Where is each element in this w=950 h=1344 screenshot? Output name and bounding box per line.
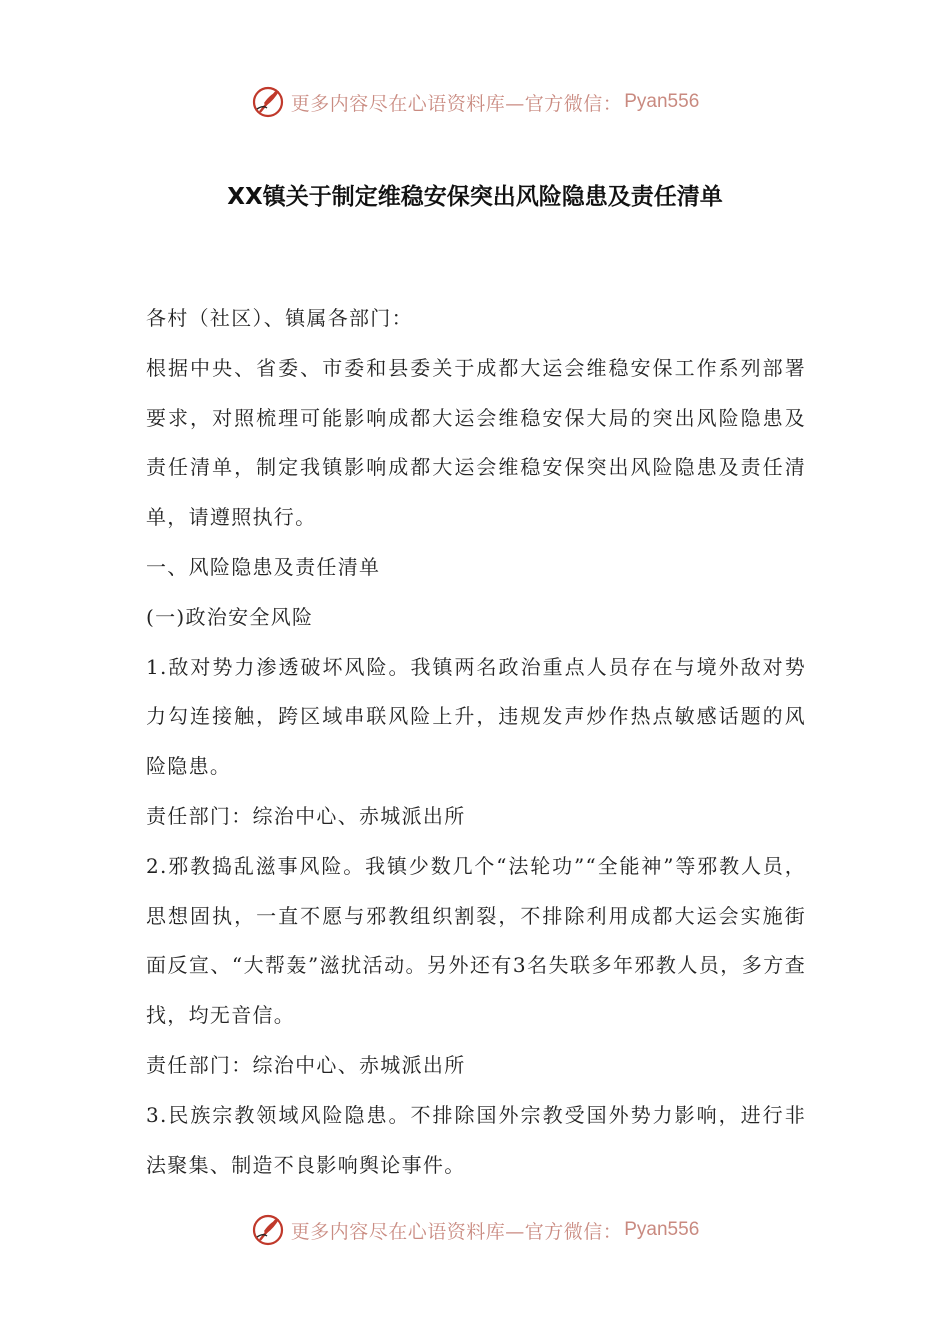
document-body: [146, 294, 806, 1190]
responsibility-1: 责任部门：综治中心、赤城派出所: [146, 803, 466, 828]
banner-text: 更多内容尽在心语资料库—官方微信：: [290, 92, 623, 115]
subsection-heading: (一)政治安全风险: [146, 604, 314, 629]
salutation: 各村（社区）、镇属各部门：: [146, 306, 413, 330]
quill-logo-icon: [251, 85, 285, 119]
quill-logo-icon: [251, 1213, 285, 1247]
risk-item-1: 1.敌对势力渗透破坏风险。我镇两名政治重点人员存在与境外敌对势力勾连接触，跨区域串联风险上升，违规发声炒作热点敏感话题的风险隐患。: [146, 654, 806, 779]
section-heading: 一、风险隐患及责任清单: [146, 554, 381, 579]
banner-wechat-id: Pyan556: [624, 91, 700, 112]
responsibility-2: 责任部门：综治中心、赤城派出所: [146, 1052, 466, 1077]
header-watermark-banner: [0, 82, 950, 122]
intro-paragraph: 根据中央、省委、市委和县委关于成都大运会维稳安保工作系列部署要求，对照梳理可能影响成都大运会维稳安保大局的突出风险隐患及责任清单，制定我镇影响成都大运会维稳安保突出风险隐患及责任清单，请遵照执行。: [146, 355, 806, 530]
document-title: XX镇关于制定维稳安保突出风险隐患及责任清单: [227, 184, 723, 210]
risk-item-2: 2.邪教捣乱滋事风险。我镇少数几个“法轮功”“全能神”等邪教人员，思想固执，一直不愿与邪教组织割裂，不排除利用成都大运会实施街面反宣、“大帮轰”滋扰活动。另外还有3名失联多年邪教人员，多方查找，均无音信。: [146, 853, 806, 1028]
banner-wechat-id: Pyan556: [624, 1219, 700, 1240]
footer-watermark-banner: [0, 1210, 950, 1250]
banner-text: 更多内容尽在心语资料库—官方微信：: [290, 1220, 623, 1243]
risk-item-3: 3.民族宗教领域风险隐患。不排除国外宗教受国外势力影响，进行非法聚集、制造不良影响舆论事件。: [146, 1102, 806, 1177]
